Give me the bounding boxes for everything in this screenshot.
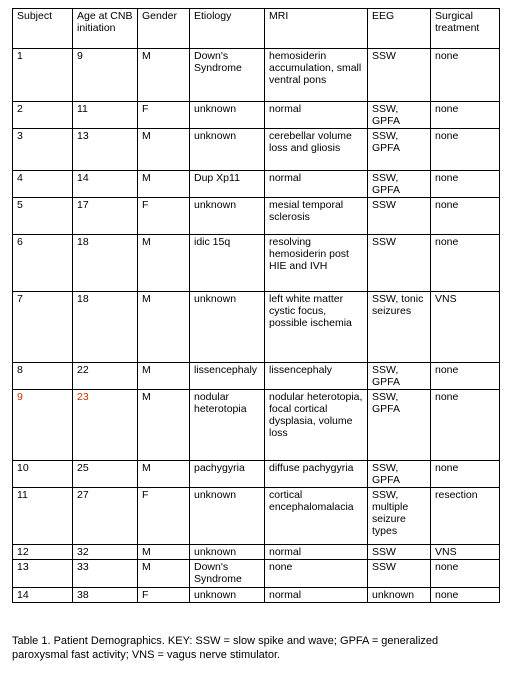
table-row [13, 235, 500, 292]
cell-etiology: lissencephaly [190, 363, 265, 390]
cell-surgical: none [431, 461, 500, 488]
cell-etiology: unknown [190, 102, 265, 129]
cell-mri: hemosiderin accumulation, small ventral pons [265, 49, 368, 102]
cell-eeg: SSW, multiple seizure types [368, 488, 431, 545]
cell-eeg: SSW, GPFA [368, 390, 431, 461]
cell-mri: cerebellar volume loss and gliosis [265, 129, 368, 171]
cell-subject: 8 [13, 363, 73, 390]
cell-age: 23 [73, 390, 138, 461]
cell-gender: F [138, 102, 190, 129]
cell-subject: 10 [13, 461, 73, 488]
cell-surgical: resection [431, 488, 500, 545]
table-row [13, 461, 500, 488]
cell-etiology: nodular heterotopia [190, 390, 265, 461]
table-caption: Table 1. Patient Demographics. KEY: SSW = slow spike and wave; GPFA = generalized paroxysmal fast activity; VNS = vagus nerve stimulator. [12, 635, 439, 661]
cell-subject: 5 [13, 198, 73, 235]
cell-surgical: none [431, 390, 500, 461]
cell-surgical: none [431, 588, 500, 603]
cell-gender: M [138, 235, 190, 292]
cell-surgical: none [431, 129, 500, 171]
cell-eeg: SSW [368, 235, 431, 292]
cell-eeg: unknown [368, 588, 431, 603]
header-etiology: Etiology [190, 9, 265, 49]
table-row [13, 292, 500, 363]
cell-gender: M [138, 363, 190, 390]
cell-gender: F [138, 488, 190, 545]
cell-subject: 12 [13, 545, 73, 560]
cell-age: 32 [73, 545, 138, 560]
cell-eeg: SSW, GPFA [368, 461, 431, 488]
table-row [13, 171, 500, 198]
cell-subject: 7 [13, 292, 73, 363]
cell-gender: M [138, 461, 190, 488]
cell-age: 22 [73, 363, 138, 390]
cell-eeg: SSW, GPFA [368, 129, 431, 171]
header-surgical: Surgical treatment [431, 9, 500, 49]
cell-mri: mesial temporal sclerosis [265, 198, 368, 235]
cell-surgical: none [431, 235, 500, 292]
cell-gender: M [138, 560, 190, 588]
cell-gender: M [138, 129, 190, 171]
cell-mri: normal [265, 588, 368, 603]
header-row [13, 9, 500, 49]
table-row [13, 129, 500, 171]
cell-gender: M [138, 49, 190, 102]
cell-mri: resolving hemosiderin post HIE and IVH [265, 235, 368, 292]
cell-subject: 6 [13, 235, 73, 292]
table-row [13, 198, 500, 235]
cell-etiology: unknown [190, 129, 265, 171]
cell-age: 9 [73, 49, 138, 102]
cell-subject: 9 [13, 390, 73, 461]
table-row [13, 560, 500, 588]
patient-demographics-table [12, 8, 500, 603]
cell-gender: M [138, 390, 190, 461]
cell-surgical: VNS [431, 292, 500, 363]
cell-eeg: SSW, GPFA [368, 102, 431, 129]
cell-surgical: none [431, 102, 500, 129]
cell-etiology: unknown [190, 292, 265, 363]
cell-mri: diffuse pachygyria [265, 461, 368, 488]
cell-subject: 13 [13, 560, 73, 588]
cell-surgical: none [431, 560, 500, 588]
header-subject: Subject [13, 9, 73, 49]
cell-mri: none [265, 560, 368, 588]
cell-eeg: SSW [368, 545, 431, 560]
header-age: Age at CNB initiation [73, 9, 138, 49]
cell-etiology: Down's Syndrome [190, 560, 265, 588]
cell-subject: 3 [13, 129, 73, 171]
cell-age: 25 [73, 461, 138, 488]
table-row [13, 488, 500, 545]
cell-age: 18 [73, 235, 138, 292]
cell-eeg: SSW [368, 560, 431, 588]
cell-etiology: unknown [190, 488, 265, 545]
cell-subject: 11 [13, 488, 73, 545]
cell-etiology: Down's Syndrome [190, 49, 265, 102]
cell-mri: cortical encephalomalacia [265, 488, 368, 545]
header-mri: MRI [265, 9, 368, 49]
table-row [13, 545, 500, 560]
cell-eeg: SSW, tonic seizures [368, 292, 431, 363]
cell-etiology: unknown [190, 198, 265, 235]
cell-etiology: unknown [190, 588, 265, 603]
cell-mri: left white matter cystic focus, possible ischemia [265, 292, 368, 363]
cell-age: 17 [73, 198, 138, 235]
cell-gender: M [138, 171, 190, 198]
cell-mri: normal [265, 545, 368, 560]
cell-etiology: pachygyria [190, 461, 265, 488]
cell-age: 11 [73, 102, 138, 129]
cell-age: 18 [73, 292, 138, 363]
cell-surgical: none [431, 49, 500, 102]
cell-eeg: SSW [368, 198, 431, 235]
cell-surgical: none [431, 198, 500, 235]
cell-subject: 1 [13, 49, 73, 102]
header-eeg: EEG [368, 9, 431, 49]
cell-surgical: none [431, 363, 500, 390]
cell-age: 38 [73, 588, 138, 603]
cell-gender: M [138, 292, 190, 363]
cell-subject: 2 [13, 102, 73, 129]
cell-etiology: idic 15q [190, 235, 265, 292]
cell-age: 13 [73, 129, 138, 171]
cell-gender: M [138, 545, 190, 560]
header-gender: Gender [138, 9, 190, 49]
cell-etiology: Dup Xp11 [190, 171, 265, 198]
cell-mri: nodular heterotopia, focal cortical dysplasia, volume loss [265, 390, 368, 461]
cell-age: 33 [73, 560, 138, 588]
cell-eeg: SSW, GPFA [368, 171, 431, 198]
cell-gender: F [138, 198, 190, 235]
cell-surgical: VNS [431, 545, 500, 560]
cell-etiology: unknown [190, 545, 265, 560]
cell-mri: normal [265, 171, 368, 198]
cell-eeg: SSW, GPFA [368, 363, 431, 390]
table-row [13, 363, 500, 390]
cell-mri: normal [265, 102, 368, 129]
table-row-highlighted [13, 390, 500, 461]
cell-gender: F [138, 588, 190, 603]
cell-mri: lissencephaly [265, 363, 368, 390]
cell-age: 14 [73, 171, 138, 198]
cell-surgical: none [431, 171, 500, 198]
table-row [13, 102, 500, 129]
cell-age: 27 [73, 488, 138, 545]
cell-subject: 14 [13, 588, 73, 603]
table-row [13, 49, 500, 102]
table-row [13, 588, 500, 603]
cell-eeg: SSW [368, 49, 431, 102]
cell-subject: 4 [13, 171, 73, 198]
